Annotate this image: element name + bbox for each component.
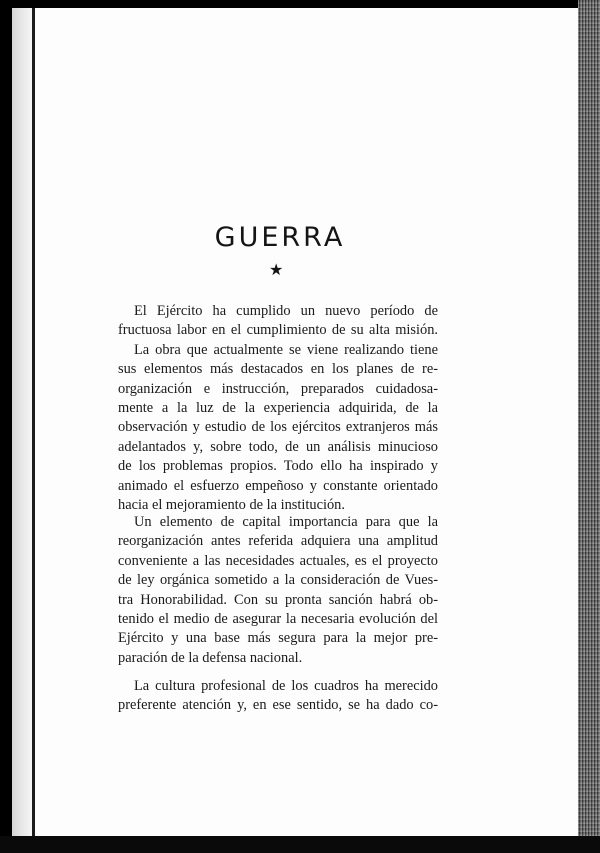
text-line: observación y estudio de los ejércitos extranjeros más (118, 419, 438, 436)
scan-right-edge (578, 0, 600, 853)
text-line: La cultura profesional de los cuadros ha merecido (134, 678, 438, 694)
text-line: paración de la defensa nacional. (118, 649, 303, 666)
text-line: tra Honorabilidad. Con su pronta sanción habrá ob- (118, 591, 438, 608)
paragraph-3 (118, 677, 438, 716)
text-line: fructuosa labor en el cumplimiento de su alta misión. (118, 322, 438, 339)
text-line: hacia el mejoramiento de la institución. (118, 497, 345, 514)
paragraph-2 (118, 513, 438, 668)
text-line: de ley orgánica sometido a la consideración de Vues- (118, 572, 438, 589)
binding-rule (32, 8, 35, 840)
text-line: Un elemento de capital importancia para que la (134, 514, 438, 530)
text-line: sus elementos más destacados en los planes de re- (118, 361, 438, 378)
text-line: tenido el medio de asegurar la necesaria evolución del (118, 611, 438, 628)
text-line: preferente atención y, en ese sentido, se ha dado co- (118, 697, 438, 714)
text-line: Ejército y una base más segura para la mejor pre- (118, 630, 438, 647)
text-line: de los problemas propios. Todo ello ha inspirado y (118, 458, 438, 475)
star-ornament-icon: ★ (269, 260, 284, 279)
text-line: conveniente a las necesidades actuales, es el proyecto (118, 552, 438, 569)
text-line: reorganización antes referida adquiera una amplitud (118, 533, 438, 550)
text-line: mente a la luz de la experiencia adquirida, de la (118, 400, 438, 417)
text-line: animado el esfuerzo empeñoso y constante orientado (118, 477, 438, 494)
scan-bottom-edge (0, 836, 600, 853)
text-line: organización e instrucción, preparados cuidadosa- (118, 380, 438, 397)
text-line: adelantados y, sobre todo, de un análisis minucioso (118, 438, 438, 455)
text-line: La obra que actualmente se viene realizando tiene (134, 341, 438, 358)
text-line: El Ejército ha cumplido un nuevo período de (134, 303, 438, 319)
paragraph-1 (118, 302, 438, 515)
page-title: GUERRA (214, 222, 346, 253)
